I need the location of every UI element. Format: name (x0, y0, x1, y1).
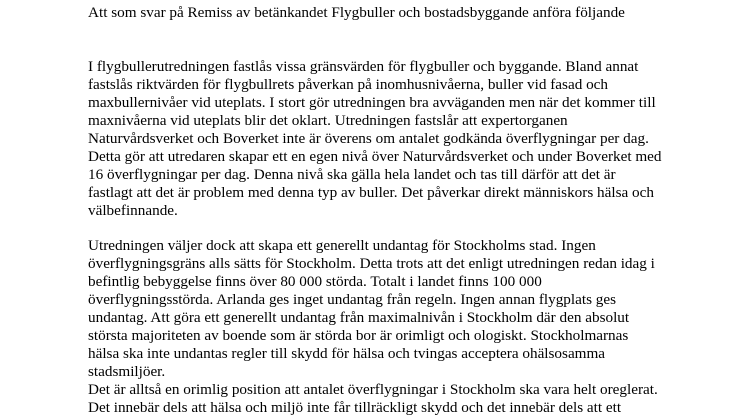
intro-line: Att som svar på Remiss av betänkandet Flygbuller och bostadsbyggande anföra följande (88, 4, 625, 21)
paragraph-line: maxbullernivåer vid uteplats. I stort gör utredningen bra avväganden men när det kommer till (88, 94, 656, 111)
paragraph-line: största majoriteten av boende som är störda bor är orimligt och ologiskt. Stockholmarnas (88, 327, 629, 344)
paragraph-line: I flygbullerutredningen fastlås vissa gränsvärden för flygbuller och byggande. Bland annat (88, 58, 639, 75)
paragraph-line: undantag. Att göra ett generellt undantag från maximalnivån i Stockholm där den absolut (88, 309, 630, 326)
paragraph-line: överflygningsstörda. Arlanda ges inget undantag från regeln. Ingen annan flygplats ges (88, 291, 617, 308)
paragraph-line: Detta gör att utredaren skapar ett en egen nivå över Naturvårdsverket och under Boverket med (88, 148, 662, 165)
paragraph-line: Det innebär dels att hälsa och miljö inte får tillräckligt skydd och det innebär dels att ett (88, 399, 622, 416)
paragraph-line: överflygningsgräns alls sätts för Stockholm. Detta trots att det enligt utredningen redan idag i (88, 255, 655, 272)
paragraph-line: maxnivåerna vid uteplats blir det oklart. Utredningen fastslår att expertorganen (88, 112, 568, 129)
paragraph-line: hälsa ska inte undantas regler till skydd för hälsa och tvingas acceptera ohälsosamma (88, 345, 606, 362)
paragraph-line: befintlig bebyggelse finns över 80 000 störda. Totalt i landet finns 100 000 (88, 273, 542, 290)
paragraph-line: stadsmiljöer. (88, 363, 166, 380)
paragraph-line: fastslås riktvärden för flygbullrets påverkan på inomhusnivåerna, buller vid fasad och (88, 76, 609, 93)
paragraph-line: Det är alltså en orimlig position att antalet överflygningar i Stockholm ska vara helt oreglerat. (88, 381, 658, 398)
paragraph-line: Utredningen väljer dock att skapa ett generellt undantag för Stockholms stad. Ingen (88, 237, 596, 254)
paragraph-line: Naturvårdsverket och Boverket inte är överens om antalet godkända överflygningar per dag. (88, 130, 649, 147)
paragraph-line: välbefinnande. (88, 202, 178, 219)
paragraph-line: fastlagt att det är problem med denna typ av buller. Det påverkar direkt människors hälsa och (88, 184, 654, 201)
paragraph-line: 16 överflygningar per dag. Denna nivå ska gälla hela landet och tas till därför att det är (88, 166, 616, 183)
